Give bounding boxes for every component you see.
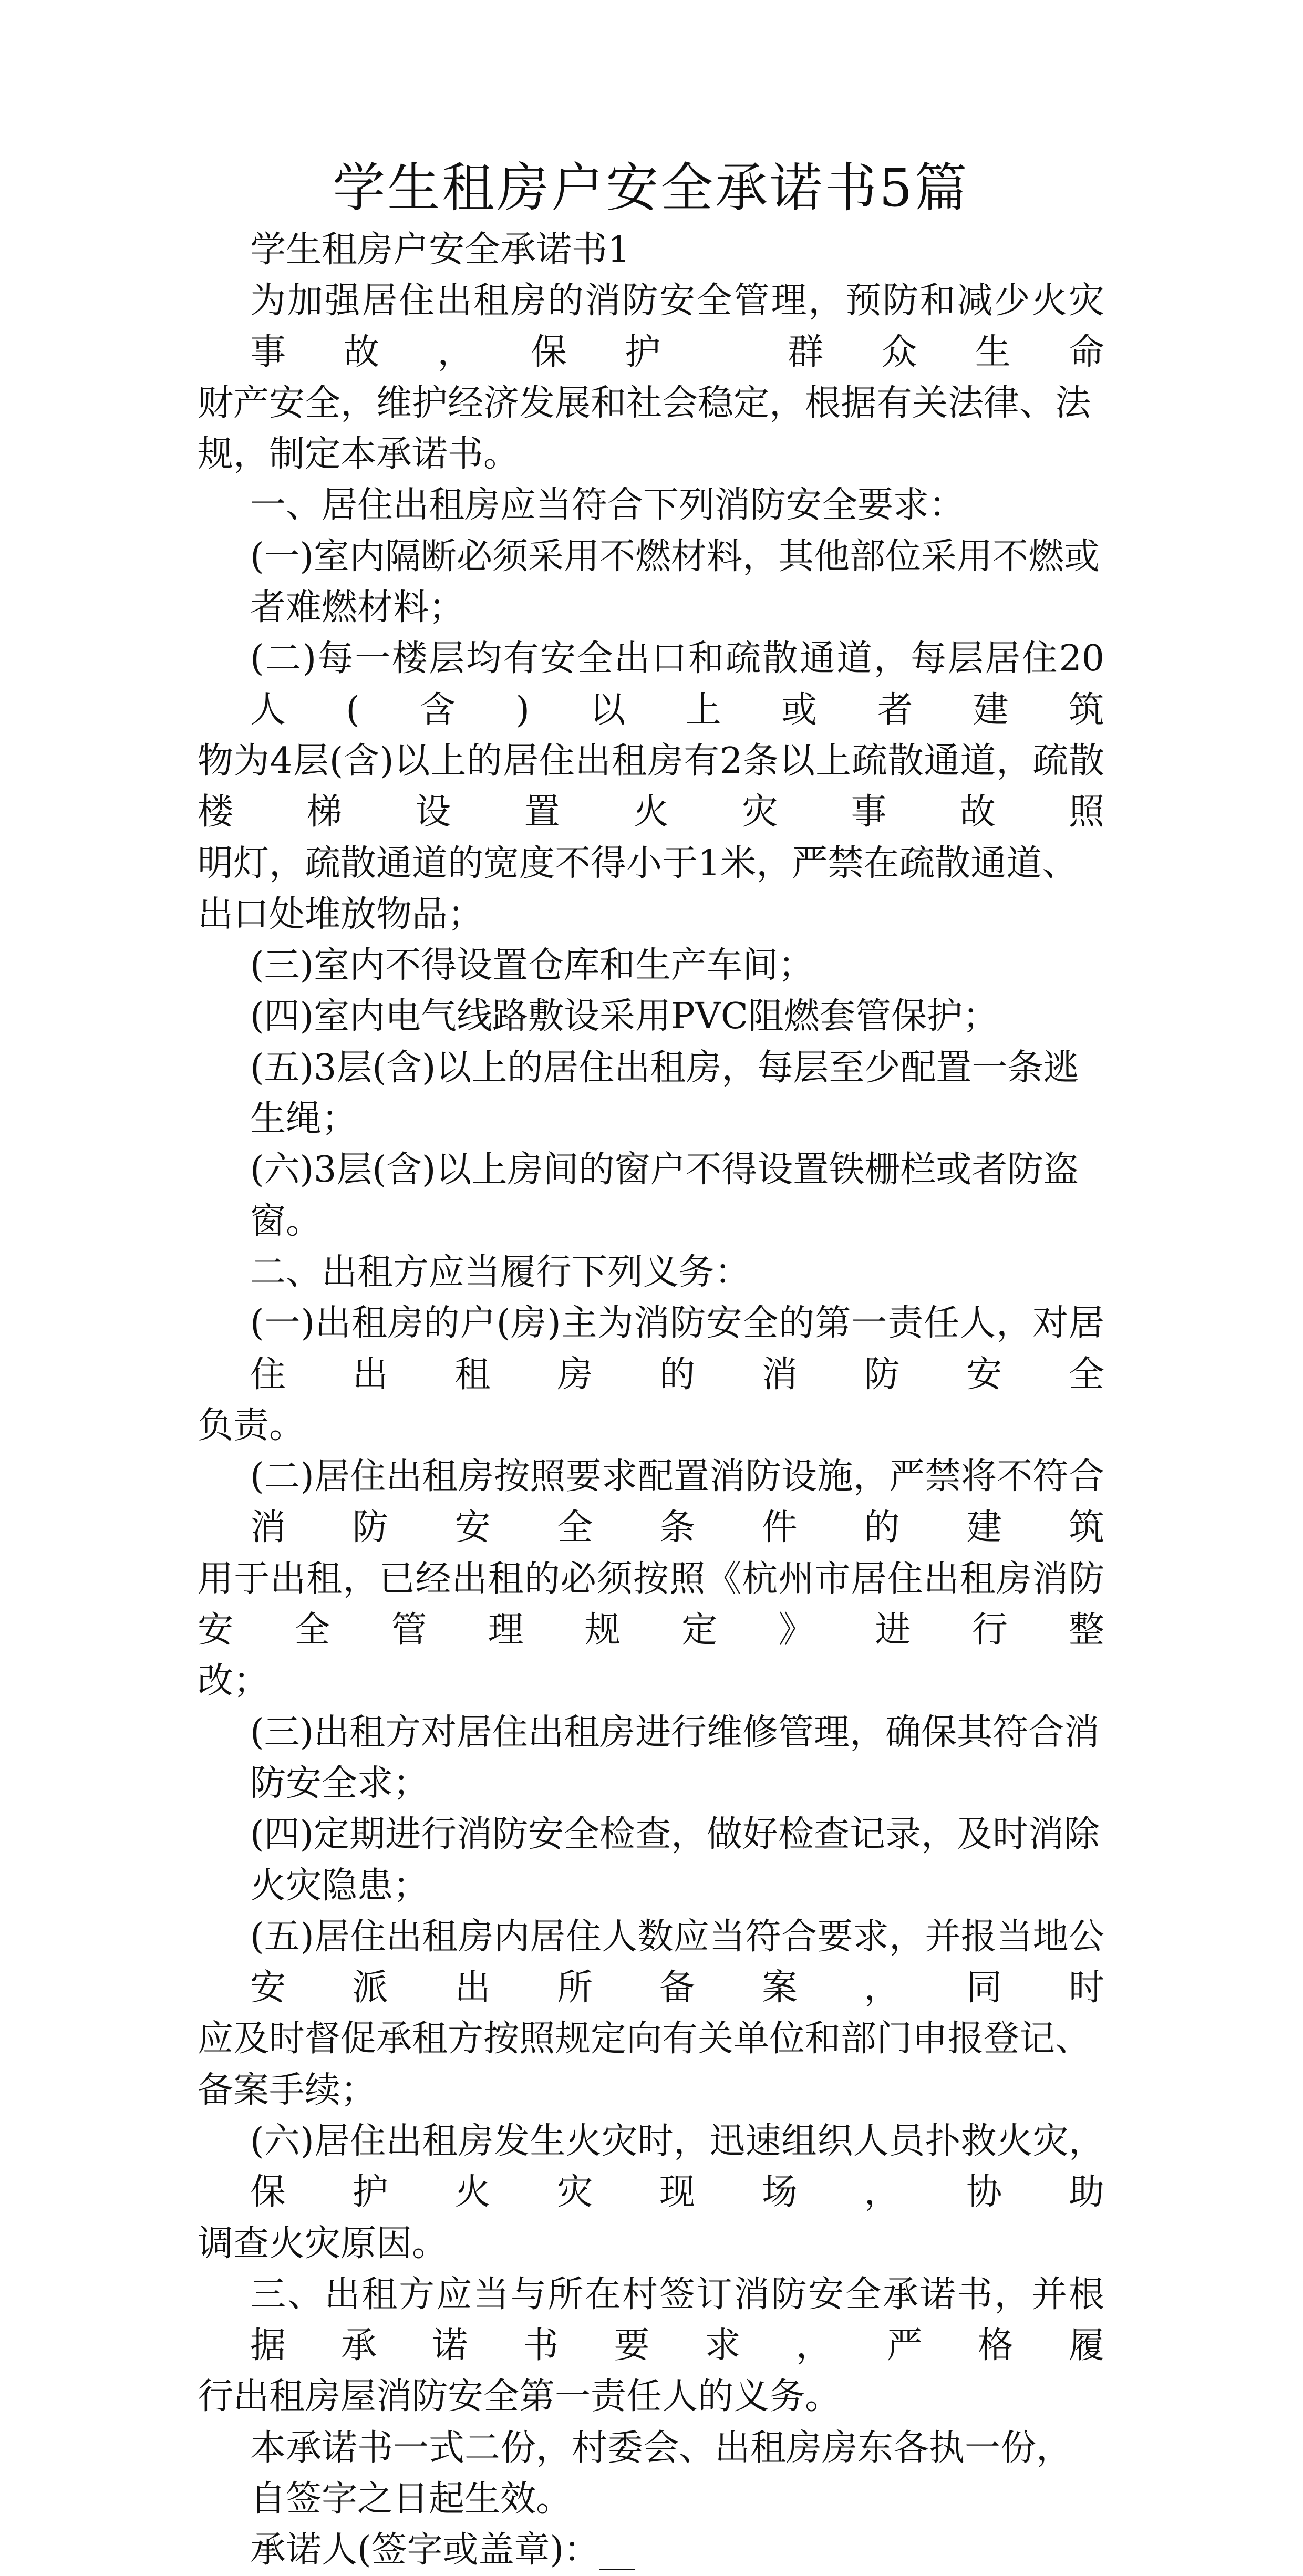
paragraph (198, 991, 1104, 1042)
paragraph (198, 633, 1104, 940)
paragraph-line: (三)室内不得设置仓库和生产车间； (250, 945, 814, 987)
paragraph (198, 940, 1104, 991)
paragraph-line: 物为4层(含)以上的居住出租房有2条以上疏散通道，疏散楼梯设置火灾事故照 (198, 740, 1104, 833)
paragraph (198, 480, 1104, 531)
paragraph-line: (二)居住出租房按照要求配置消防设施，严禁将不符合消防安全条件的建筑 (250, 1456, 1104, 1549)
paragraph-line: 财产安全，维护经济发展和社会稳定，根据有关法律、法规，制定本承诺书。 (198, 382, 1091, 475)
paragraph-line: 为加强居住出租房的消防安全管理，预防和减少火灾事故，保护 群众生命 (250, 280, 1104, 373)
paragraph-line: 应及时督促承租方按照规定向有关单位和部门申报登记、备案手续； (198, 2018, 1091, 2111)
document-title: 学生租房户安全承诺书5篇 (333, 157, 969, 219)
paragraph (198, 2116, 1104, 2269)
paragraph-line: (六)居住出租房发生火灾时，迅速组织人员扑救火灾，保护火灾现场，协助 (250, 2120, 1104, 2213)
paragraph-line: (三)出租方对居住出租房进行维修管理，确保其符合消防安全求； (250, 1711, 1100, 1804)
paragraph (198, 1451, 1104, 1706)
paragraph-line: 本承诺书一式二份，村委会、出租房房东各执一份，自签字之日起生效。 (250, 2427, 1072, 2520)
paragraph (198, 2423, 1104, 2525)
paragraph (198, 1911, 1104, 2116)
paragraph-line: 承诺人(签字或盖章)：__ (250, 2529, 636, 2571)
paragraph (198, 1707, 1104, 1809)
paragraph (198, 1298, 1104, 1451)
document-body (198, 224, 1104, 2576)
paragraph-line: 负责。 (198, 1404, 305, 1446)
paragraph-line: 行出租房屋消防安全第一责任人的义务。 (198, 2376, 841, 2418)
paragraph (198, 1144, 1104, 1247)
paragraph-line: 用于出租，已经出租的必须按照《杭州市居住出租房消防安全管理规定》进行整 (198, 1558, 1104, 1651)
paragraph (198, 1809, 1104, 1911)
paragraph-line: 改； (198, 1660, 270, 1702)
paragraph-line: (六)3层(含)以上房间的窗户不得设置铁栅栏或者防盗窗。 (250, 1149, 1079, 1242)
paragraph (198, 224, 1104, 275)
paragraph-line: (一)出租房的户(房)主为消防安全的第一责任人，对居住出租房的消防安全 (250, 1302, 1104, 1395)
paragraph-line: (五)3层(含)以上的居住出租房，每层至少配置一条逃生绳； (250, 1047, 1079, 1140)
paragraph (198, 1247, 1104, 1298)
paragraph-line: 学生租房户安全承诺书1 (250, 229, 630, 271)
paragraph-line: (二)每一楼层均有安全出口和疏散通道，每层居住20人(含)以上或者建筑 (250, 638, 1104, 731)
paragraph (198, 2525, 1104, 2575)
paragraph-line: (四)定期进行消防安全检查，做好检查记录，及时消除火灾隐患； (250, 1814, 1100, 1907)
paragraph (198, 2269, 1104, 2423)
paragraph-line: (四)室内电气线路敷设采用PVC阻燃套管保护； (250, 996, 998, 1038)
paragraph-line: 明灯，疏散通道的宽度不得小于1米，严禁在疏散通道、出口处堆放物品； (198, 842, 1078, 935)
paragraph (198, 275, 1104, 480)
paragraph (198, 1042, 1104, 1145)
paragraph-line: 二、出租方应当履行下列义务： (250, 1251, 751, 1293)
paragraph-line: 一、居住出租房应当符合下列消防安全要求： (250, 484, 965, 526)
paragraph-line: 调查火灾原因。 (198, 2222, 448, 2264)
paragraph-line: (一)室内隔断必须采用不燃材料，其他部位采用不燃或者难燃材料； (250, 535, 1100, 629)
paragraph-line: 三、出租方应当与所在村签订消防安全承诺书，并根据承诺书要求，严格履 (250, 2273, 1104, 2367)
paragraph-line: (五)居住出租房内居住人数应当符合要求，并报当地公安派出所备案，同时 (250, 1916, 1104, 2009)
paragraph (198, 531, 1104, 634)
